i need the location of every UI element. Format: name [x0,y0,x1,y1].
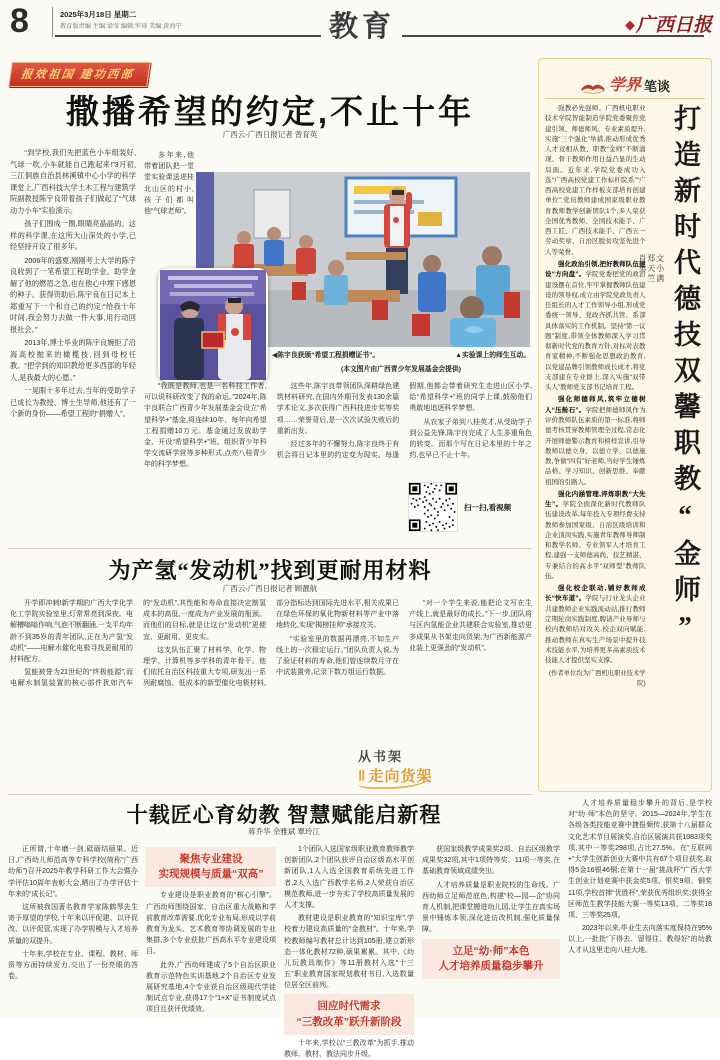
badge-text-xuejie: 学界 [608,77,641,94]
subhead-three-reforms [284,994,414,1034]
header-rule-left [55,35,321,37]
hydrogen-byline: 广西云-广西日报记者 顾靓航 [222,584,318,593]
header-date: 2025年3月18日 星期二 [60,10,137,19]
lead-body-columns: “我既是教师,也是一名科技工作者,可以说科研改变了我的命运。”2024年,陈宇良联合广西青少年发展基金会设立“希望科学+”基金,将连续10年、每年向希望工程捐赠10万元。基金通过发放助学金、开设“希望科学+”班、组织青少年科学交流研学营等多种形式,点亮八桂青少年的科学梦想。 这些年,陈宇良带领团队深耕绿色建筑材料研究,在国内外期刊发表130余篇学术论文,多次获得广西科技进步奖等奖项……荣誉背后,是一次次试验失败后的重新出发。 经过多年的不懈努力,陈宇良终于有机会将日记本里的约定变为现实。每逢假期,他都会带着研究生走进山区小学,给“希望科学+”班的同学上课,鼓励他们勇敢地追逐科学梦想。 从农家子弟到八桂英才,从受助学子到公益先锋,陈宇良完成了人生多重角色的转变。而那个写在日记本里的十年之约,也早已不止十年。 [144,383,532,469]
masthead-logo [625,10,712,37]
header-divider [52,7,53,37]
shelf-badge-line1: 从书架 [358,748,404,764]
double-bar-icon: ‖ [358,767,367,785]
kindergarten-column-2 [146,844,276,1012]
scholar-content [545,104,705,782]
subhead2-line1: 回应时代需求 [317,1000,381,1013]
kindergarten-column-3 [284,844,414,1059]
subhead1-line1: 聚焦专业建设 [179,853,243,865]
shelf-badge-line2-text: 走向货架 [368,767,433,785]
hydrogen-body-columns: 开学即冲刺!新学期的广西大学化学化工学院实验室里,灯常常亮到深夜。电解槽嗡嗡作响,气泡不断翻涌,一支平均年龄不到35岁的青年团队,正在为产氢“发动机”——电解水催化电极寻找更耐用的材料配方。 氢能被誉为21世纪的“终极能源”,而电解水制氢装置的核心部件犹如汽车的“发动机”,其性能和寿命直接决定制氢成本的高低,一度成为产业发展的瓶颈。而他们的目标,就是让这台“发动机”更便宜、更耐用、更皮实。 这支队伍汇聚了材料学、化学、物理学、计算机等多学科的青年骨干。他们依托自治区科技重大专项,研发出一系列耐腐蚀、低成本的新型催化电极材料,部分指标达到国际先进水平,相关成果已在绿色环保的氧化物新材料等产业中落地转化,实现“揭榜挂帅”承接攻关。 “实验室里的数据再漂亮,不如生产线上的一次稳定运行。”团队负责人说,为了验证材料的寿命,他们曾连续数月守在中试装置旁,记录下数万组运行数据。 “对一个学生来说,能把论文写在生产线上,就是最好的成长。”下一步,团队将与区内氢能企业共建联合实验室,推动更多成果从书架走向货架,为广西新能源产业装上更强劲的“发动机”。 [10,600,532,688]
lead-column-1: “到学校,我们先把蓝色小车组装好,气球一吹,小车就能自己跑起来!”3月初,三江侗族自治县林溪镇中心小学的科学课堂上,广西科技大学土木工程与建筑学院副教授陈宇良带着孩子们做起了“气球动力小车”实验演示。 孩子们围成一圈,眼睛亮晶晶的。这样的科学课,在这所大山深处的小学,已经坚持开设了很多年。 2006年的盛夏,刚刚考上大学的陈宇良收到了一笔希望工程助学金。助学金解了他的燃眉之急,也在他心中埋下感恩的种子。获得资助后,陈宇良在日记本上郑重写下一个和自己的约定:“给我十年时间,我会努力去做一件大事,用行动回报社会。” 2013年,博士毕业的陈宇良婉拒了沿海高校抛来的橄榄枝,回到母校任教。“把学到的知识教给更多西部的年轻人,是我最大的心愿。” 一晃眼十多年过去,当年的受助学子已成长为教授、博士生导师,他还有了一个新的身份——希望工程的“捐赠人”。 [10,148,136,419]
photo-credit: (本文图片由广西青少年发展基金会提供) [340,366,462,373]
scholar-attribution: (作者单位均为广西机电职业技术学院) [549,670,646,688]
masthead-name: 广西日报 [635,15,712,36]
section-title: 教育 [328,11,395,43]
scholar-forum-badge [545,65,705,99]
scholar-body-text [545,104,646,782]
subhead2-line2: “三教改革”跃升新阶段 [296,1015,402,1028]
badge-text-bitan: 笔谈 [644,79,671,94]
subhead-major-construction [146,847,276,887]
open-book-icon [580,79,606,95]
lead-column-2-strip: 多年来,他带着团队把一堂堂实验课送进桂北山区的村小,孩子们都叫他“气球老师”。 [144,152,194,215]
qr-code-icon [408,482,458,532]
photo-certificate-award [158,268,268,382]
kindergarten-column-4-text: 获国家级教学成果奖2项、自治区级教学成果奖32项,其中1项特等奖、11项一等奖,在基础教育领域成绩突出。 人才培养质量是职业院校的生命线。广西幼师立足师范底色,构建“校—园—企”协同育人机制,把课堂搬进幼儿园,让学生在真实场景中锤炼本领,深化进访改机制,强化质量保障。 [422,846,560,934]
kindergarten-column-5: 人才培养质量稳步攀升的背后,是学校对“幼·师”本色的坚守。2015—2024年,学生在各级各类技能竞赛中捷报频传,获第十八届群众文化艺术节目展演奖,自治区展演共获1083项奖项,其中一等奖298项,占比27.5%。在“互联网+”大学生创新创业大赛中共有67个项目获奖,取得5金16银46铜;在第十一届“挑战杯”广西大学生创业计划竞赛中获金奖5项、银奖9项、铜奖11项,学校首捧“优胜杯”,荣获优秀组织奖;获得全区师范生教学技能大赛一等奖13项、二等奖18项、三等奖25项。 2023年以来,毕业生去向落实度保持在95%以上,一批批“下得去、留得住、教得好”的幼教人才从这里走向八桂大地。 [568,800,712,955]
kindergarten-column-2-text: 专业建设是职业教育的“核心引擎”。广西幼师围绕国家、自治区重大战略和学前教育改革需要,优化专业布局,形成以学前教育为龙头、艺术教育等协调发展的专业集群,多个专业获批广西高水平专业建设项目。 此外,广西幼师建成了5个自治区职业教育示范特色实训基地,2个自治区专业发展研究基地,4个专业获自治区级现代学徒制试点专业,获得17个“1+X”证书制度试点项目且获评优绩效。 [146,892,276,1014]
subhead1-line2: 实现规模与质量“双高” [158,868,264,881]
hydrogen-headline: 为产氢“发动机”找到更耐用材料 [108,558,432,583]
scholar-authors: 文小满 郑天竺 肖勇 [637,254,665,284]
lead-headline: 撒播希望的约定,不止十年 [65,93,475,130]
qr-block [408,480,532,534]
caption-left: ◀陈宇良获颁“希望工程捐赠证书”。 [272,352,380,359]
scholar-vertical-headline: 打造新时代德技双馨职教“金师” [670,104,700,650]
photo-captions [272,349,530,359]
subhead3-line2: 人才培养质量稳步攀升 [438,959,544,972]
caption-right: ▲实验课上的师生互动。 [455,352,530,359]
lead-byline: 广西云-广西日报记者 曾育英 [222,130,318,139]
kindergarten-column-3-text-b: 十年来,学校以“三教改革”为抓手,推动教师、教材、教法同步升级。 [284,1039,414,1059]
qr-caption: 扫一扫,看视频 [464,502,512,512]
subhead-talent-quality [422,939,560,979]
subhead3-line1: 立足“幼·师”本色 [452,944,530,957]
scholar-column-box [538,58,712,792]
lead-topic-ribbon: 报效祖国 建功西部 [8,62,150,87]
kindergarten-byline: 蒋乔华 余雅斌 覃玲江 [248,827,320,836]
article-divider-2 [8,794,532,795]
certificate-photo-illustration [160,270,266,380]
article-divider-1 [8,548,532,549]
kindergarten-headline: 十载匠心育幼教 智慧赋能启新程 [126,804,442,827]
scholar-intro: 强教必先强师。广西机电职业技术学院智能制造学院党委聚焦党建引领、师德师风、专业素质提升,实施“三个强化”举措,推动形成优秀人才竞相从教、职教“金师”不断涌现、骨干教师作用日益凸显的生动局面。近年来,学院党委成功入选“广西高校党建工作标杆院系”“广西高校党建工作样板支部培育创建单位”;党员教师建成国家级职业教育教师教学创新团队1个,多人荣获全国优秀教师、全国技术能手、广西工匠、广西技术能手、广西五一劳动奖章、自治区脱贫攻坚先进个人等荣誉。 [545,105,646,256]
masthead-diamond-icon: ◆ [624,17,635,32]
kindergarten-column-1: 正所谓,十年磨一剑,砥砺结硕果。近日,广西幼儿师范高等专科学校(简称“广西幼师”)召开2025年教学科研工作大会暨办学评估10周年表彰大会,晒出了办学评估十年来的“成长记”。 这所被我国著名教育学家陈鹤琴先生寄予厚望的学校,十年来以评促建、以评促改、以评促管,实现了办学规模与人才培养质量的双提升。 十年来,学校在专业、课程、教材、师资等方面持续发力,交出了一份亮眼的答卷。 [8,846,138,981]
kindergarten-column-4 [422,844,560,1012]
scholar-paragraphs: 强化政治引领,把好教师队伍建设“方向盘”。学院党委把党的政治建设摆在首位,牢牢掌握教师队伍建设的领导权,成立由学院党政负责人任组长的人才工作领导小组,形成党委统一领导、党政齐抓共管、系部具体落实的工作机制。坚持“第一议题”制度,带领全体教师深入学习贯彻新时代党的教育方针,对标对表教育家精神,不断强化思想政治教育,以党建品牌引领教师成长成才,将党支部建在专业群上,深入实施“双带头人”教师党支部书记培育工程。 强化师德师风,筑牢立德树人“压舱石”。学院把师德师风作为评价教师队伍素质的第一标准,将师德考核贯穿教师管理全过程,常态化开展师德警示教育和榜样宣讲,引导教师以德立身、以德立学、以德施教,争做“四有”好老师,当好学生锤炼品格、学习知识、创新思维、奉献祖国的引路人。 强化内涵管理,淬炼职教“大先生”。学院全面深化新时代教师队伍建设改革,每年投入专项经费支持教师参加国家级、自治区级培训和企业顶岗实践,实施青年教师导师制和教学名师、专业领军人才培育工程,建强一支师德高尚、技艺精湛、专兼结合的高水平“双师型”教师队伍。 强化校企联动,铺好教师成长“快车道”。学院与行业龙头企业共建教师企业实践流动站,推行教师定期轮岗实践制度,聘请产业导师与校内教师结对攻关,校企双向赋能,推动教师在真实生产场景中提升技术技能水平,为培养更多高素质技术技能人才提供坚实支撑。 [545,260,646,665]
header-staff-credits: 教育版责编 主编:梁莹 编辑:罗琦 美编:黄海宁 [60,23,182,30]
page-number: 8 [10,2,29,40]
kindergarten-column-3-text-a: 1个团队入选国家级职业教育教师教学创新团队,2个团队获评自治区级高水平创新团队,1人入选全国教育系统先进工作者,2人入选广西教学名师,2人荣获自治区模范教师,进一步夯实了学校高质量发展的人才支撑。 教材建设是职业教育的“知识宝库”,学校着力建设高质量的“金教材”。十年来,学校教师编写教材总计达到105册,建立新形态一体化教材72种,硕果累累。其中,《幼儿玩教具制作》等11册教材入选“十三五”职业教育国家规划教材书目,入选数量位居全区前列。 [284,846,414,990]
shelf-badge-line2 [358,765,432,789]
shelf-to-market-badge [352,744,470,790]
